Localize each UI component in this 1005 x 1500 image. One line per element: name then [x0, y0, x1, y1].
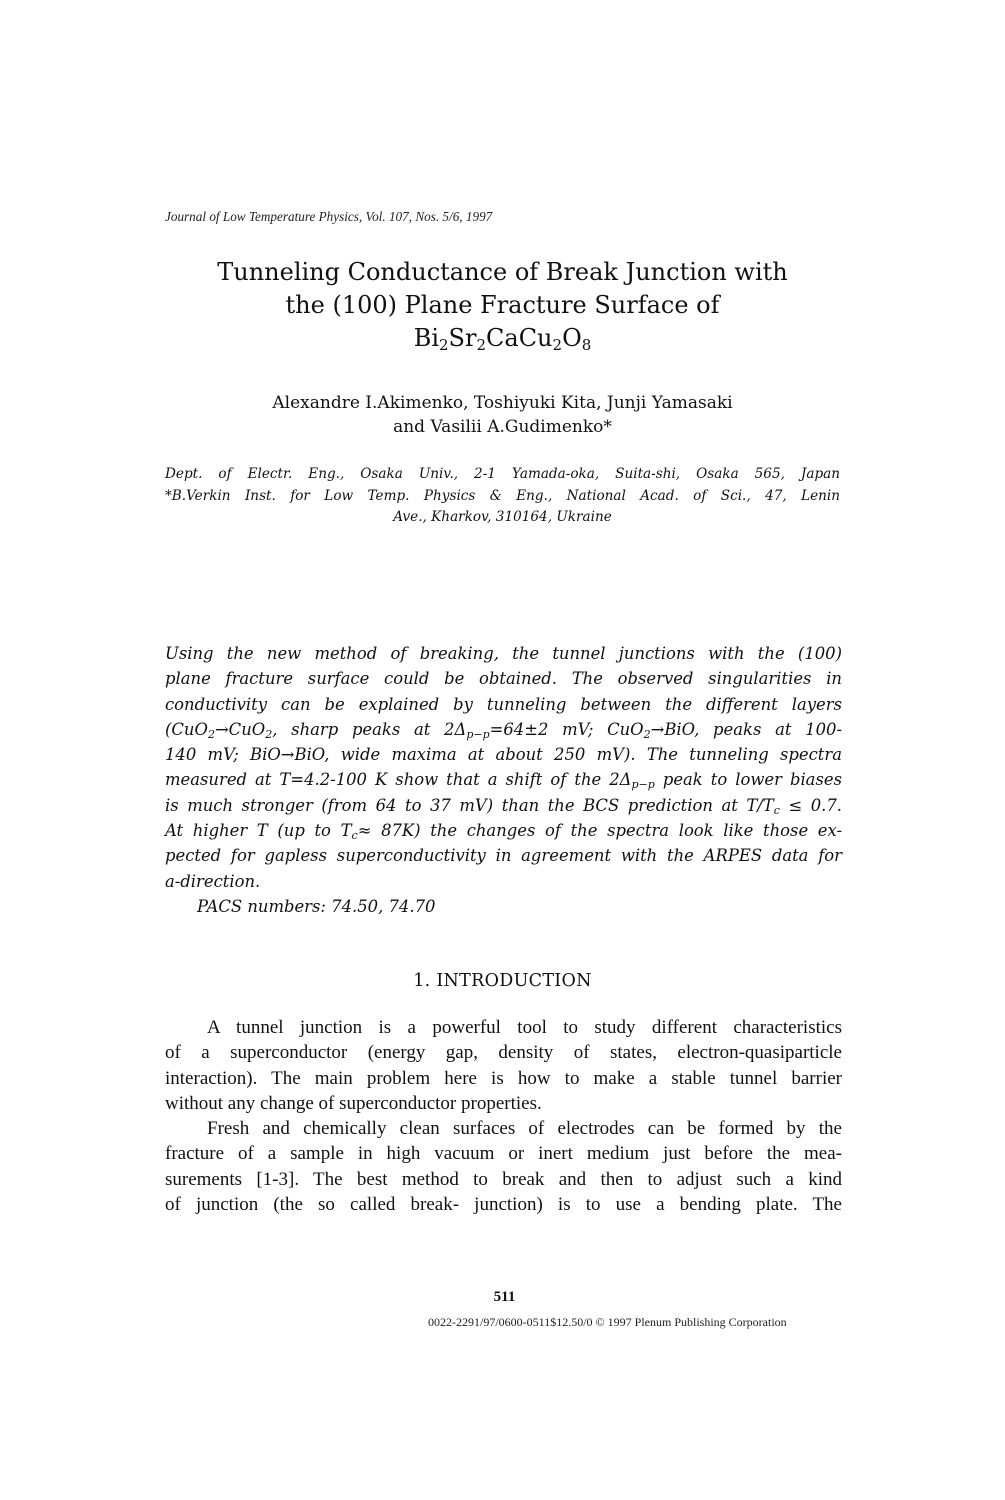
body-line: Fresh and chemically clean surfaces of electrodes can be formed by the	[207, 1118, 842, 1140]
affiliation-line-1: Dept. of Electr. Eng., Osaka Univ., 2-1 Yamada-oka, Suita-shi, Osaka 565, Japan	[165, 466, 840, 482]
abstract	[165, 641, 842, 919]
copyright-line: 0022-2291/97/0600-0511$12.50/0 © 1997 Plenum Publishing Corporation	[428, 1315, 787, 1329]
body-line: without any change of superconductor properties.	[165, 1092, 542, 1114]
abstract-line: conductivity can be explained by tunneling between the different layers	[165, 694, 842, 714]
affiliation-line-2: *B.Verkin Inst. for Low Temp. Physics & Eng., National Acad. of Sci., 47, Lenin	[165, 487, 840, 504]
abstract-line: plane fracture surface could be obtained. The observed singularities in	[165, 669, 842, 689]
body-line: of a superconductor (energy gap, density of states, electron-quasiparticle	[165, 1042, 842, 1064]
page-number: 511	[493, 1289, 516, 1305]
paper-title	[0, 256, 1005, 355]
title-formula: $Bi_2Sr_2CaCu_2O_8$	[413, 324, 592, 354]
abstract-line: At higher T (up to $T_c\approx 87K$) the changes of the spectra look like those ex-	[165, 821, 842, 843]
body-text	[165, 1015, 842, 1217]
section-heading-introduction: 1. INTRODUCTION	[413, 971, 592, 991]
body-line: of junction (the so called break- junction) is to use a bending plate. The	[165, 1194, 842, 1216]
author-list	[0, 391, 1005, 439]
title-line-2: the (100) Plane Fracture Surface of	[285, 291, 720, 319]
title-line-1: Tunneling Conductance of Break Junction with	[217, 258, 788, 286]
affiliations	[165, 464, 840, 529]
abstract-line: measured at T=4.2-100 K show that a shift of the $2\Delta_{p-p}$ peak to lower biases	[165, 770, 842, 792]
abstract-line: a-direction.	[165, 871, 261, 891]
pacs-numbers: PACS numbers: 74.50, 74.70	[197, 896, 436, 916]
abstract-line: Using the new method of breaking, the tunnel junctions with the (100)	[165, 644, 842, 663]
abstract-line: 140 mV; BiO→BiO, wide maxima at about 250 mV). The tunneling spectra	[165, 745, 842, 765]
body-line: A tunnel junction is a powerful tool to study different characteristics	[207, 1017, 842, 1038]
abstract-line: (CuO$_2$→CuO$_2$, sharp peaks at $2\Delta_{p-p}=64\pm 2$ mV; CuO$_2$→BiO, peaks at 100-	[165, 719, 842, 741]
affiliation-line-3: Ave., Kharkov, 310164, Ukraine	[393, 509, 612, 525]
authors-line-1: Alexandre I.Akimenko, Toshiyuki Kita, Junji Yamasaki	[272, 393, 733, 413]
body-line: fracture of a sample in high vacuum or inert medium just before the mea-	[165, 1143, 842, 1165]
abstract-line: pected for gapless superconductivity in agreement with the ARPES data for	[165, 846, 842, 866]
journal-header: Journal of Low Temperature Physics, Vol. 107, Nos. 5/6, 1997	[165, 209, 493, 224]
abstract-line: is much stronger (from 64 to 37 mV) than the BCS prediction at $T/T_c \le 0.7$.	[165, 795, 843, 817]
authors-line-2: and Vasilii A.Gudimenko*	[393, 417, 612, 437]
body-line: surements [1-3]. The best method to break and then to adjust such a kind	[165, 1168, 842, 1190]
body-line: interaction). The main problem here is how to make a stable tunnel barrier	[165, 1067, 842, 1089]
